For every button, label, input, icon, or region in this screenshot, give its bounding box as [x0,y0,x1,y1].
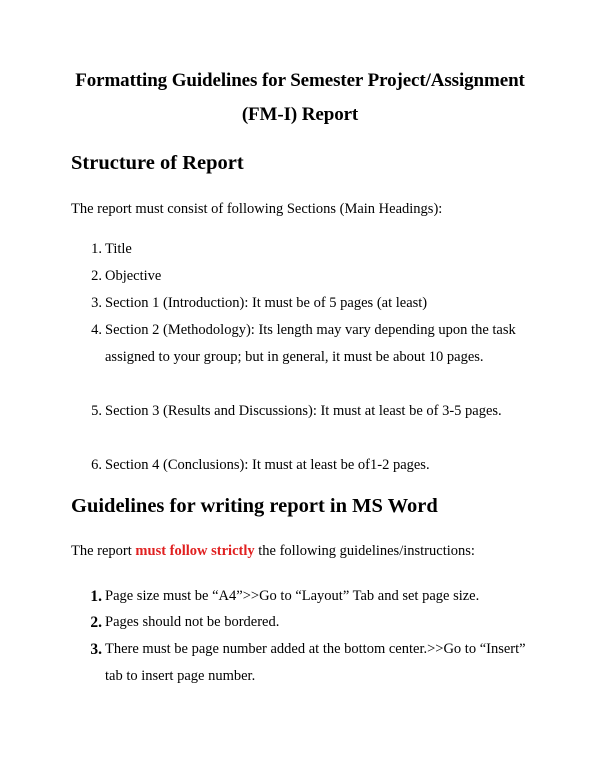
document-title-line-1: Formatting Guidelines for Semester Project/Assignment [75,70,525,91]
list-item-text: Title [105,241,132,257]
list-item-text: There must be page number added at the bottom center.>>Go to “Insert” tab to insert page number. [105,641,526,684]
intro-text-after: the following guidelines/instructions: [254,543,475,559]
section-heading-guidelines: Guidelines for writing report in MS Word [71,495,438,517]
list-item [87,583,537,610]
list-item-number: 4. [91,322,102,338]
list-item-number: 1. [91,241,102,257]
list-item-number: 5. [91,403,102,419]
section-heading-structure: Structure of Report [71,152,244,174]
list-item-number: 2. [91,268,102,284]
list-item [87,317,537,371]
list-item-text: Section 3 (Results and Discussions): It must at least be of 3-5 pages. [105,403,502,419]
list-item [87,636,537,690]
list-item [87,236,537,263]
list-item [87,263,537,290]
list-item-text: Pages should not be bordered. [105,614,280,630]
list-item-number: 6. [91,457,102,473]
list-item-text: Section 2 (Methodology): Its length may vary depending upon the task assigned to your group; but in general, it must be about 10 pages. [105,322,516,365]
list-item-text: Page size must be “A4”>>Go to “Layout” Tab and set page size. [105,588,480,604]
intro-text-before: The report [71,543,136,559]
list-item-number: 3. [90,641,102,658]
list-item-number: 3. [91,295,102,311]
list-item [87,452,537,479]
list-item-number: 2. [90,614,102,631]
list-item-text: Section 1 (Introduction): It must be of 5 pages (at least) [105,295,428,311]
section-intro-guidelines [71,543,475,560]
list-item-number: 1. [90,588,102,605]
intro-emphasis: must follow strictly [135,543,255,559]
list-item [87,609,537,636]
document-title-line-2: (FM-I) Report [241,104,359,125]
list-item [87,290,537,317]
list-item [87,398,537,425]
list-item-text: Objective [105,268,162,284]
list-item-text: Section 4 (Conclusions): It must at least be of1-2 pages. [105,457,430,473]
section-intro-structure: The report must consist of following Sections (Main Headings): [71,201,443,217]
